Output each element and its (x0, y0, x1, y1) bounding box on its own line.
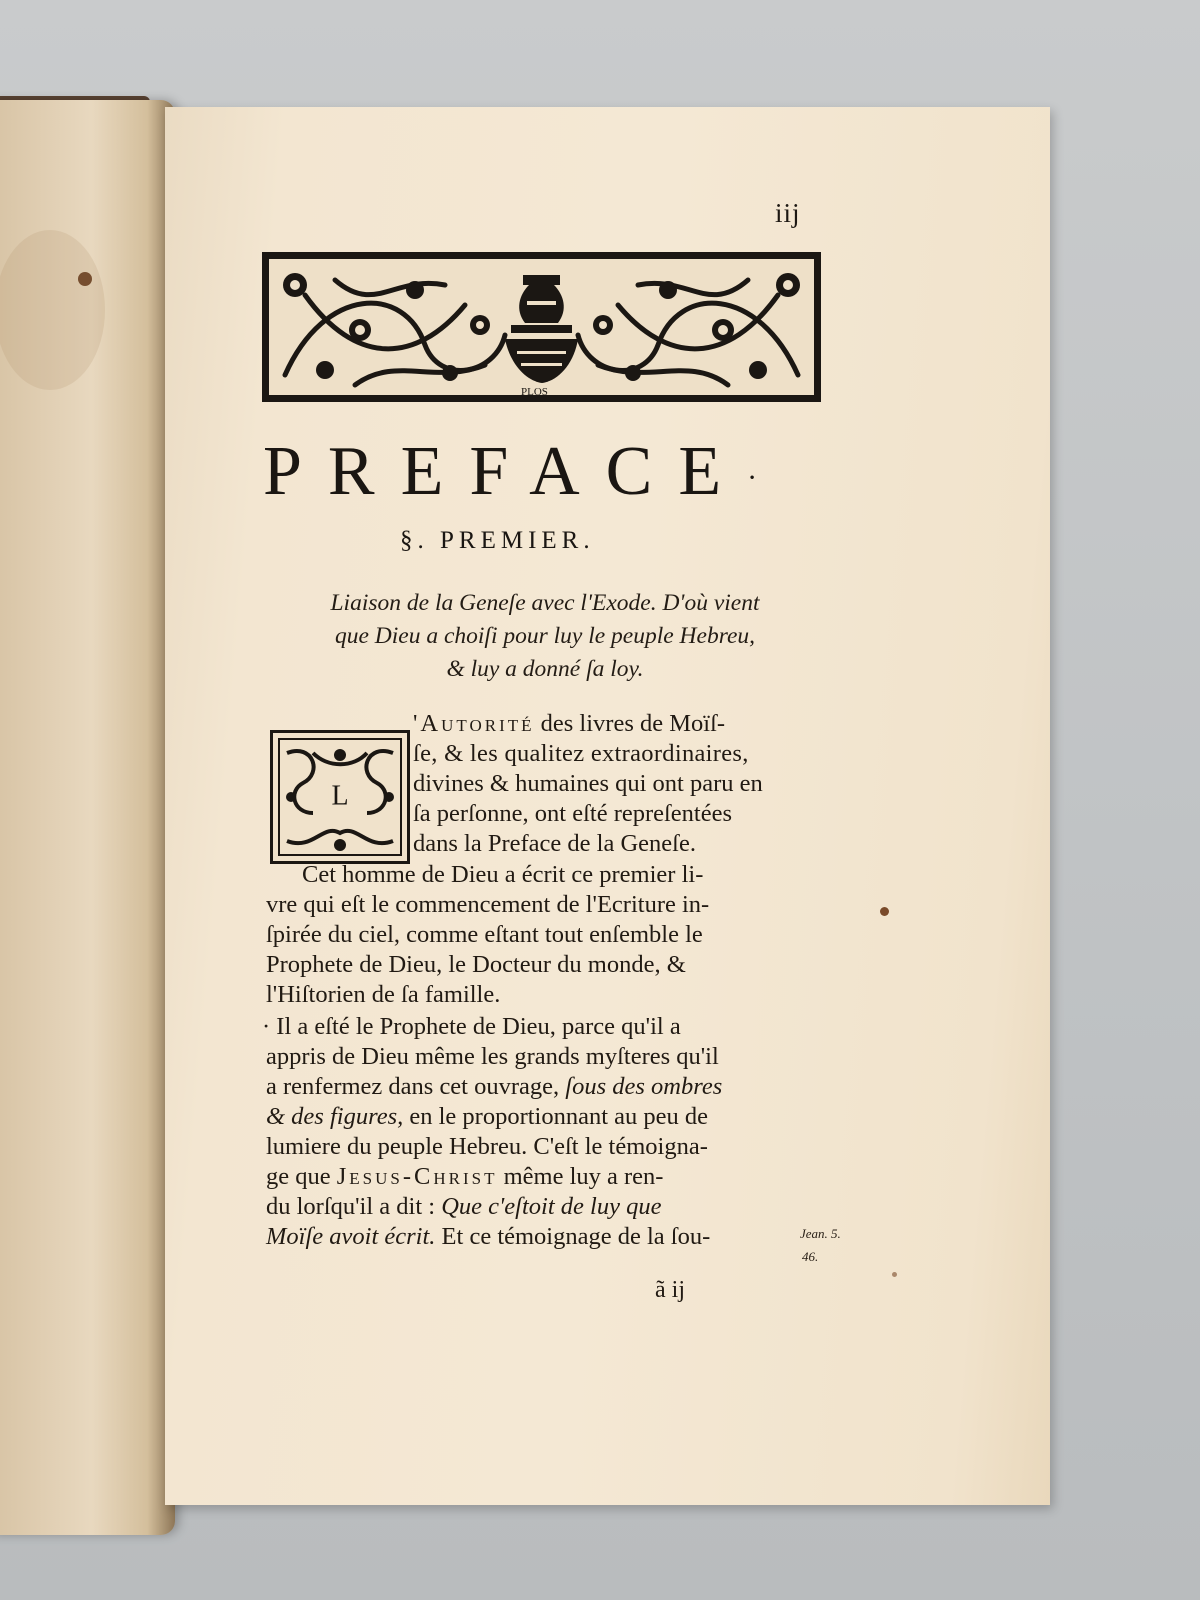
text-line: ſpirée du ciel, comme eſtant tout enſemble le (266, 921, 703, 948)
text-line: l'Hiſtorien de ſa famille. (266, 981, 501, 1008)
text-line: divines & humaines qui ont paru en (413, 770, 763, 797)
text-line: dans la Preface de la Geneſe. (413, 830, 696, 857)
text-line: vre qui eſt le commencement de l'Ecriture in- (266, 891, 710, 918)
foxing-spot (880, 907, 889, 916)
text-line: · Il a eſté le Prophete de Dieu, parce qu'il a (262, 1013, 681, 1040)
text-line: 'Autorité des livres de Moïſ- (413, 710, 726, 737)
engraver-monogram: PLOS (521, 386, 548, 398)
section-summary (265, 587, 825, 686)
section-heading: §. PREMIER. (400, 527, 595, 554)
text-line: a renfermez dans cet ouvrage, ſous des ombres (266, 1073, 723, 1100)
text-line: ge que Jesus-Christ même luy a ren- (266, 1163, 664, 1190)
text-line: Cet homme de Dieu a écrit ce premier li- (302, 861, 704, 888)
text-line: ſa perſonne, ont eſté repreſentées (413, 800, 733, 827)
ornamental-headpiece (262, 252, 821, 402)
signature-mark: ã ij (655, 1277, 685, 1303)
bleed-through-shadow (0, 230, 105, 390)
text-line: & des figures, en le proportionnant au peu de (266, 1103, 709, 1130)
marginal-reference: Jean. 5. (800, 1226, 841, 1241)
drop-cap-letter: L (328, 780, 351, 812)
summary-line: que Dieu a choiſi pour luy le peuple Hebreu, (334, 623, 756, 649)
text-line: du lorſqu'il a dit : Que c'eſtoit de luy que (266, 1193, 662, 1220)
floral-urn-engraving (265, 255, 818, 399)
summary-line: & luy a donné ſa loy. (446, 656, 644, 682)
marginal-reference: 46. (802, 1249, 819, 1264)
page-title: PREFACE· (263, 433, 758, 510)
page-number: iij (775, 198, 801, 228)
text-line: Prophete de Dieu, le Docteur du monde, & (266, 951, 686, 978)
text-line: ſe, & les qualitez extraordinaires, (413, 740, 749, 767)
text-line: Moïſe avoit écrit. Et ce témoignage de la ſou- (266, 1223, 711, 1250)
summary-line: Liaison de la Geneſe avec l'Exode. D'où vient (330, 590, 760, 616)
text-line: appris de Dieu même les grands myſteres qu'il (266, 1043, 719, 1070)
foxing-spot (892, 1272, 897, 1277)
text-line: lumiere du peuple Hebreu. C'eſt le témoigna- (266, 1133, 708, 1160)
left-page (0, 100, 175, 1535)
ornamental-drop-cap (270, 730, 410, 864)
